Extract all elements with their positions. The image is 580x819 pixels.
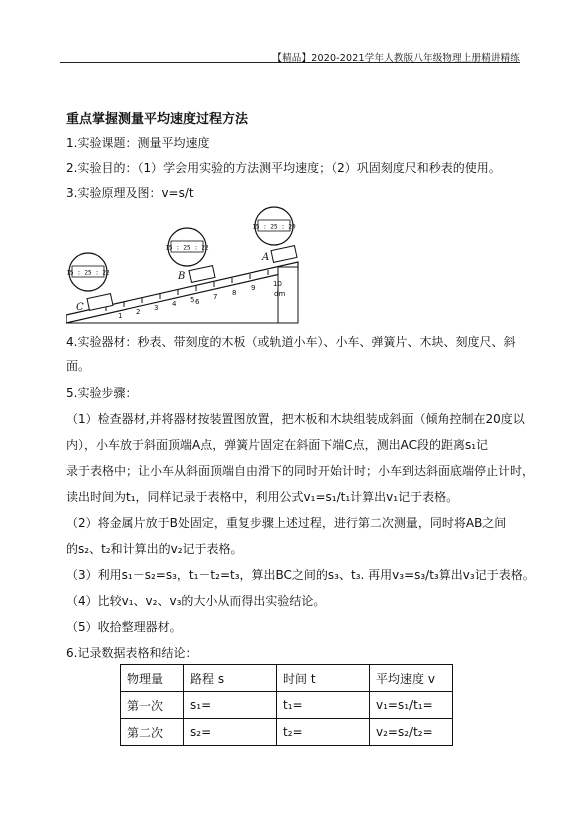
formula-v3: v₃ <box>462 568 475 582</box>
step1-line1: （1）检查器材,并将器材按装置图放置，把木板和木块组装成斜面（倾角控制在20度以 <box>66 412 525 426</box>
step1-line2: 内），小车放于斜面顶端A点，弹簧片固定在斜面下端C点，测出AC段的距离s₁记 <box>66 438 489 452</box>
record-table <box>120 664 453 746</box>
formula-v2: v₂ <box>170 542 183 556</box>
formula-s-eq: s₁－s₂=s₃ <box>121 568 177 582</box>
formula-t3: t₃ <box>351 568 361 582</box>
formula-v1-eq: v₁=s₁/t₁ <box>303 490 351 504</box>
experiment-diagram <box>66 200 366 326</box>
step4-line: （4）比较v₁、v₂、v₃的大小从而得出实验结论。 <box>66 594 326 608</box>
stopwatch-a <box>252 207 296 245</box>
table-cell: s₂= <box>184 719 277 746</box>
line-steps-title: 5.实验步骤： <box>66 386 138 400</box>
formula-v1: v₁ <box>386 490 399 504</box>
step2-line2: 的s₂、t₂和计算出的v₂记于表格。 <box>66 542 243 556</box>
tick-label-10: 10 <box>273 280 282 288</box>
formula-v3-eq: v₃=s₃/t₃ <box>392 568 439 582</box>
step1-line3: 录于表格中；让小车从斜面顶端自由滑下的同时开始计时；小车到达斜面底端停止计时， <box>66 464 535 478</box>
line-table-title: 6.记录数据表格和结论： <box>66 646 198 660</box>
tick-label-6: 6 <box>195 298 200 306</box>
step2-line1: （2）将金属片放于B处固定，重复步骤上述过程，进行第二次测量，同时将AB之间 <box>66 516 507 530</box>
line-materials-1: 4.实验器材：秒表、带刻度的木板（或轨道小车）、小车、弹簧片、木块、刻度尺、斜 <box>66 335 516 349</box>
table-cell: 第二次 <box>121 719 184 746</box>
cart-a <box>271 246 297 263</box>
line-principle: 3.实验原理及图：v=s/t <box>66 186 194 200</box>
tick-label-7: 7 <box>213 293 218 301</box>
tick-label-9: 9 <box>251 284 256 292</box>
scale-unit: dm <box>274 290 286 298</box>
header-rule <box>60 62 520 63</box>
tick-label-3: 3 <box>154 304 159 312</box>
line-materials-2: 面。 <box>66 359 91 373</box>
stopwatch-a-readout: 15 : 25 : 20 <box>252 223 296 231</box>
tick-label-5: 5 <box>190 296 195 304</box>
formula-s1: s₁ <box>464 438 477 452</box>
stopwatch-c-readout: 15 : 25 : 22 <box>66 269 110 277</box>
label-b: B <box>178 271 186 282</box>
table-header-cell: 时间 t <box>277 665 370 692</box>
table-header-row <box>121 665 453 692</box>
stopwatch-b-readout: 15 : 25 : 22 <box>165 244 209 252</box>
table-cell: t₁= <box>277 692 370 719</box>
formula-v123: v₁、v₂、v₃ <box>121 594 182 608</box>
tick-label-1: 1 <box>118 312 123 320</box>
cart-b <box>189 266 215 283</box>
line-topic: 1.实验课题：测量平均速度 <box>66 136 210 150</box>
tick-label-4: 4 <box>172 300 177 308</box>
formula-t1: t₁ <box>126 490 136 504</box>
table-cell: 第一次 <box>121 692 184 719</box>
stopwatch-c <box>66 253 110 291</box>
tick-label-8: 8 <box>232 289 237 297</box>
label-a: A <box>262 252 270 263</box>
table-row <box>121 692 453 719</box>
formula-s3: s₃ <box>327 568 339 582</box>
table-header-cell: 物理量 <box>121 665 184 692</box>
stopwatch-b <box>165 228 209 266</box>
table-header-cell: 路程 s <box>184 665 277 692</box>
tick-label-2: 2 <box>136 308 141 316</box>
table-cell: v₂=s₂/t₂= <box>370 719 453 746</box>
section-title: 重点掌握测量平均速度过程方法 <box>66 112 249 127</box>
table-cell: v₁=s₁/t₁= <box>370 692 453 719</box>
step5-line: （5）收拾整理器材。 <box>66 620 182 634</box>
formula-t-eq: t₁－t₂=t₃ <box>188 568 240 582</box>
page-header: 【精品】2020-2021学年人教版八年级物理上册精讲精练 <box>272 53 520 64</box>
table-header-cell: 平均速度 v <box>370 665 453 692</box>
formula-s2-t2: s₂、t₂ <box>78 542 111 556</box>
table-row <box>121 719 453 746</box>
label-c: C <box>76 302 84 313</box>
step1-line4: 读出时间为t₁，同样记录于表格中，利用公式v₁=s₁/t₁计算出v₁记于表格。 <box>66 490 459 504</box>
table-cell: t₂= <box>277 719 370 746</box>
table-cell: s₁= <box>184 692 277 719</box>
line-purpose: 2.实验目的：（1）学会用实验的方法测平均速度；（2）巩固刻度尺和秒表的使用。 <box>66 161 501 175</box>
step3-line: （3）利用s₁－s₂=s₃，t₁－t₂=t₃，算出BC之间的s₃、t₃. 再用v₃=s₃/t₃算出v₃记于表格。 <box>66 568 535 582</box>
